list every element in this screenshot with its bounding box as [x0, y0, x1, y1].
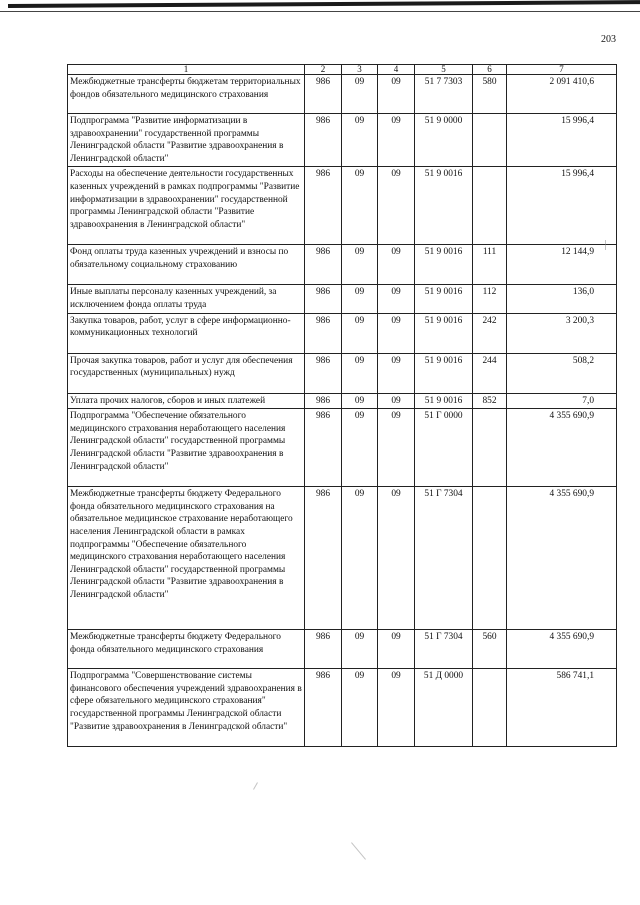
table-row [68, 353, 617, 393]
expense-type-cell: 244 [473, 353, 507, 393]
subsection-cell: 09 [378, 313, 415, 353]
row-name-cell: Подпрограмма "Совершенствование системы финансового обеспечения учреждений здравоохранения в сфере обязательного медицинского страхования" государственной программы Ленинградской области "Развитие здравоохранения в Ленинградской области" [68, 669, 305, 747]
amount-cell: 12 144,9 [507, 245, 617, 285]
section-cell: 09 [342, 167, 378, 245]
amount-cell: 586 741,1 [507, 669, 617, 747]
table-row [68, 245, 617, 285]
section-cell: 09 [342, 114, 378, 167]
admin-code-cell: 986 [305, 167, 342, 245]
target-article-cell: 51 9 0016 [415, 313, 473, 353]
table-header-row [68, 65, 617, 75]
target-article-cell: 51 9 0016 [415, 285, 473, 313]
expense-type-cell [473, 669, 507, 747]
row-name-cell: Подпрограмма "Обеспечение обязательного медицинского страхования неработающего населения Ленинградской области" государственной программы Ленинградской области "Развитие здравоохранения в Ленинградской области" [68, 409, 305, 487]
header-cell: 4 [378, 65, 415, 75]
scan-mark [253, 782, 258, 789]
admin-code-cell: 986 [305, 630, 342, 669]
expense-type-cell [473, 167, 507, 245]
section-cell: 09 [342, 669, 378, 747]
subsection-cell: 09 [378, 245, 415, 285]
amount-cell: 15 996,4 [507, 114, 617, 167]
row-name-cell: Закупка товаров, работ, услуг в сфере информационно-коммуникационных технологий [68, 313, 305, 353]
row-name-cell: Иные выплаты персоналу казенных учреждений, за исключением фонда оплаты труда [68, 285, 305, 313]
admin-code-cell: 986 [305, 353, 342, 393]
admin-code-cell: 986 [305, 669, 342, 747]
table-row [68, 630, 617, 669]
target-article-cell: 51 Г 0000 [415, 409, 473, 487]
expense-type-cell [473, 487, 507, 630]
subsection-cell: 09 [378, 75, 415, 114]
amount-cell: 7,0 [507, 393, 617, 409]
amount-cell: 4 355 690,9 [507, 630, 617, 669]
scan-mark [351, 842, 366, 859]
expense-type-cell: 580 [473, 75, 507, 114]
row-name-cell: Расходы на обеспечение деятельности государственных казенных учреждений в рамках подпрограммы "Развитие информатизации в здравоохранении" государственной программы Ленинградской области "Развитие здравоохранения в Ленинградской области" [68, 167, 305, 245]
target-article-cell: 51 Г 7304 [415, 487, 473, 630]
amount-cell: 508,2 [507, 353, 617, 393]
amount-cell: 15 996,4 [507, 167, 617, 245]
subsection-cell: 09 [378, 487, 415, 630]
admin-code-cell: 986 [305, 409, 342, 487]
section-cell: 09 [342, 75, 378, 114]
expense-type-cell: 111 [473, 245, 507, 285]
subsection-cell: 09 [378, 285, 415, 313]
table-row [68, 114, 617, 167]
header-cell: 5 [415, 65, 473, 75]
subsection-cell: 09 [378, 669, 415, 747]
amount-cell: 4 355 690,9 [507, 487, 617, 630]
row-name-cell: Подпрограмма "Развитие информатизации в здравоохранении" государственной программы Ленинградской области "Развитие здравоохранения в Ленинградской области" [68, 114, 305, 167]
table-row [68, 167, 617, 245]
subsection-cell: 09 [378, 393, 415, 409]
subsection-cell: 09 [378, 114, 415, 167]
admin-code-cell: 986 [305, 285, 342, 313]
admin-code-cell: 986 [305, 487, 342, 630]
subsection-cell: 09 [378, 167, 415, 245]
expense-type-cell [473, 114, 507, 167]
target-article-cell: 51 9 0016 [415, 167, 473, 245]
row-name-cell: Прочая закупка товаров, работ и услуг для обеспечения государственных (муниципальных) нужд [68, 353, 305, 393]
section-cell: 09 [342, 393, 378, 409]
section-cell: 09 [342, 630, 378, 669]
expense-type-cell: 112 [473, 285, 507, 313]
admin-code-cell: 986 [305, 313, 342, 353]
section-cell: 09 [342, 285, 378, 313]
top-border-line [8, 0, 640, 8]
row-name-cell: Межбюджетные трансферты бюджету Федерального фонда обязательного медицинского страхования [68, 630, 305, 669]
target-article-cell: 51 Д 0000 [415, 669, 473, 747]
expense-type-cell: 852 [473, 393, 507, 409]
expense-type-cell [473, 409, 507, 487]
section-cell: 09 [342, 409, 378, 487]
table-row [68, 313, 617, 353]
header-cell: 7 [507, 65, 617, 75]
table-row [68, 75, 617, 114]
section-cell: 09 [342, 313, 378, 353]
row-name-cell: Фонд оплаты труда казенных учреждений и взносы по обязательному социальному страхованию [68, 245, 305, 285]
amount-cell: 3 200,3 [507, 313, 617, 353]
section-cell: 09 [342, 245, 378, 285]
admin-code-cell: 986 [305, 245, 342, 285]
table-row [68, 393, 617, 409]
expense-type-cell: 560 [473, 630, 507, 669]
row-name-cell: Межбюджетные трансферты бюджету Федерального фонда обязательного медицинского страхования на обязательное медицинское страхование неработающего населения Ленинградской области в рамках подпрограммы "Обеспечение обязательного медицинского страхования неработающего населения Ленинградской области" государственной программы Ленинградской области "Развитие здравоохранения в Ленинградской области" [68, 487, 305, 630]
row-name-cell: Уплата прочих налогов, сборов и иных платежей [68, 393, 305, 409]
table-row [68, 669, 617, 747]
target-article-cell: 51 7 7303 [415, 75, 473, 114]
section-cell: 09 [342, 353, 378, 393]
row-name-cell: Межбюджетные трансферты бюджетам территориальных фондов обязательного медицинского страхования [68, 75, 305, 114]
section-cell: 09 [342, 487, 378, 630]
header-cell: 6 [473, 65, 507, 75]
table-row [68, 487, 617, 630]
subsection-cell: 09 [378, 353, 415, 393]
subsection-cell: 09 [378, 409, 415, 487]
header-cell: 1 [68, 65, 305, 75]
header-cell: 3 [342, 65, 378, 75]
header-cell: 2 [305, 65, 342, 75]
amount-cell: 136,0 [507, 285, 617, 313]
budget-table [67, 64, 617, 747]
target-article-cell: 51 Г 7304 [415, 630, 473, 669]
target-article-cell: 51 9 0016 [415, 353, 473, 393]
target-article-cell: 51 9 0000 [415, 114, 473, 167]
amount-cell: 4 355 690,9 [507, 409, 617, 487]
target-article-cell: 51 9 0016 [415, 245, 473, 285]
page-number: 203 [601, 34, 616, 45]
admin-code-cell: 986 [305, 75, 342, 114]
subsection-cell: 09 [378, 630, 415, 669]
admin-code-cell: 986 [305, 114, 342, 167]
amount-cell: 2 091 410,6 [507, 75, 617, 114]
expense-type-cell: 242 [473, 313, 507, 353]
target-article-cell: 51 9 0016 [415, 393, 473, 409]
top-border-line-thin [0, 11, 640, 12]
scan-mark [605, 240, 606, 250]
admin-code-cell: 986 [305, 393, 342, 409]
table-row [68, 409, 617, 487]
table-row [68, 285, 617, 313]
